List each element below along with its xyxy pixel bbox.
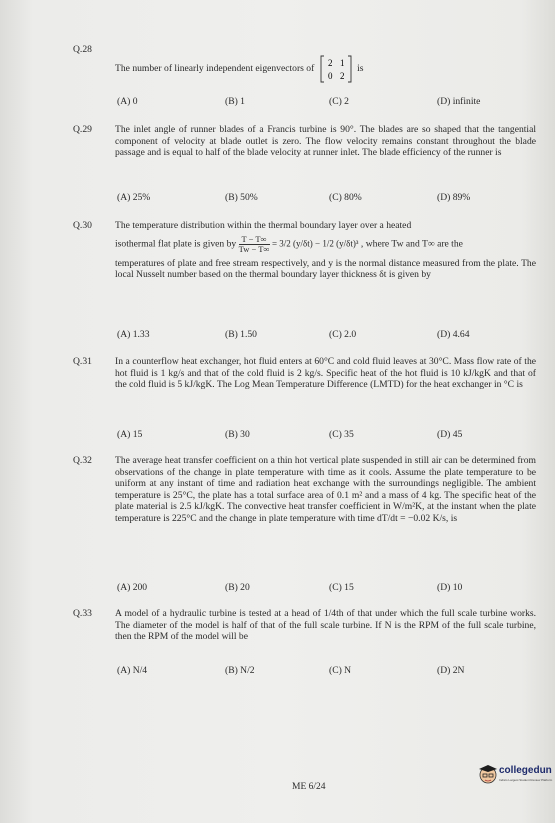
equation-intro: isothermal flat plate is given by	[115, 238, 237, 250]
question-30	[74, 220, 536, 281]
option-a: (A) 1.33	[117, 329, 150, 340]
question-text-rest: temperatures of plate and free stream respectively, and y is the normal distance measured from the plate. The local Nusselt number based on the thermal boundary layer thickness δt is given by	[115, 257, 536, 281]
option-a: (A) N/4	[117, 665, 148, 676]
question-text-before: The number of linearly independent eigenvectors of	[115, 63, 315, 75]
equation-lhs	[239, 235, 270, 254]
page-footer: ME 6/24	[292, 782, 326, 792]
equation-rhs: = 3/2 (y/δt) − 1/2 (y/δt)³	[271, 238, 359, 249]
equation-outro: , where Tw and T∞ are the	[360, 238, 463, 250]
matrix	[319, 54, 353, 84]
option-a: (A) 200	[117, 582, 148, 593]
option-c: (C) 80%	[329, 192, 362, 203]
question-number: Q.30	[73, 220, 92, 231]
question-number: Q.29	[73, 124, 92, 135]
question-equation-line	[115, 235, 536, 254]
question-29	[74, 124, 536, 159]
brand-name: collegedun	[499, 765, 552, 776]
matrix-cell: 1	[339, 58, 345, 68]
option-c: (C) 2.0	[329, 329, 357, 340]
option-c: (C) 2	[329, 96, 349, 107]
matrix-cell: 2	[327, 58, 333, 68]
option-a: (A) 25%	[117, 192, 151, 203]
brand-tagline: India's Largest Student Review Platform	[499, 778, 553, 782]
option-b: (B) 1.50	[225, 329, 257, 340]
question-line: The temperature distribution within the thermal boundary layer over a heated	[115, 220, 412, 231]
matrix-cell: 2	[339, 71, 345, 81]
matrix-cell: 0	[327, 71, 333, 81]
option-d: (D) 4.64	[437, 329, 470, 340]
option-b: (B) 1	[225, 96, 245, 107]
option-b: (B) 20	[225, 582, 250, 593]
question-28	[74, 44, 536, 84]
option-b: (B) N/2	[225, 665, 255, 676]
option-a: (A) 15	[117, 429, 143, 440]
question-number: Q.31	[73, 356, 92, 367]
question-number: Q.28	[73, 44, 92, 55]
question-text	[115, 220, 536, 281]
option-d: (D) 89%	[437, 192, 471, 203]
option-b: (B) 50%	[225, 192, 258, 203]
graduate-avatar-icon	[478, 763, 498, 785]
option-c: (C) 35	[329, 429, 354, 440]
question-32	[74, 455, 536, 525]
equation-lhs-denominator: Tw − T∞	[238, 243, 270, 254]
question-text-after: is	[357, 63, 364, 75]
option-c: (C) N	[329, 665, 352, 676]
question-33	[74, 608, 536, 643]
question-text: The average heat transfer coefficient on a thin hot vertical plate suspended in still air can be determined from observations of the change in plate temperature with time as it cools. Assume the plate temperature to be uniform at any instant of time and radiation heat exchange with the surroundings negligible. The ambient temperature is 25°C, the plate has a total surface area of 0.1 m² and a mass of 4 kg. The specific heat of the plate material is 2.5 kJ/kgK. The convective heat transfer coefficient in W/m²K, at the instant when the plate temperature is 225°C and the change in plate temperature with time dT/dt = −0.02 K/s, is	[115, 455, 536, 524]
option-a: (A) 0	[117, 96, 138, 107]
equation-lhs-numerator: T − T∞	[239, 235, 270, 245]
question-number: Q.32	[73, 455, 92, 466]
question-text: In a counterflow heat exchanger, hot fluid enters at 60°C and cold fluid leaves at 30°C. Mass flow rate of the hot fluid is 1 kg/s and that of the cold fluid is 2 kg/s. Specific heat of the hot fluid is 10 kJ/kgK and that of the cold fluid is 5 kJ/kgK. The Log Mean Temperature Difference (LMTD) for the heat exchanger in °C is	[115, 356, 536, 391]
collegedunia-watermark	[478, 760, 555, 792]
question-text: A model of a hydraulic turbine is tested at a head of 1/4th of that under which the full scale turbine works. The diameter of the model is half of that of the full scale turbine. If N is the RPM of the full scale turbine, then the RPM of the model will be	[115, 608, 536, 643]
question-text	[115, 44, 536, 84]
option-d: (D) infinite	[437, 96, 481, 107]
option-b: (B) 30	[225, 429, 250, 440]
option-c: (C) 15	[329, 582, 354, 593]
question-31	[74, 356, 536, 391]
option-d: (D) 10	[437, 582, 463, 593]
option-d: (D) 2N	[437, 665, 465, 676]
option-d: (D) 45	[437, 429, 463, 440]
question-text: The inlet angle of runner blades of a Francis turbine is 90°. The blades are so shaped that the tangential component of velocity at blade outlet is zero. The flow velocity remains constant throughout the blade passage and is equal to half of the blade velocity at runner inlet. The blade efficiency of the runner is	[115, 124, 536, 159]
question-number: Q.33	[73, 608, 92, 619]
